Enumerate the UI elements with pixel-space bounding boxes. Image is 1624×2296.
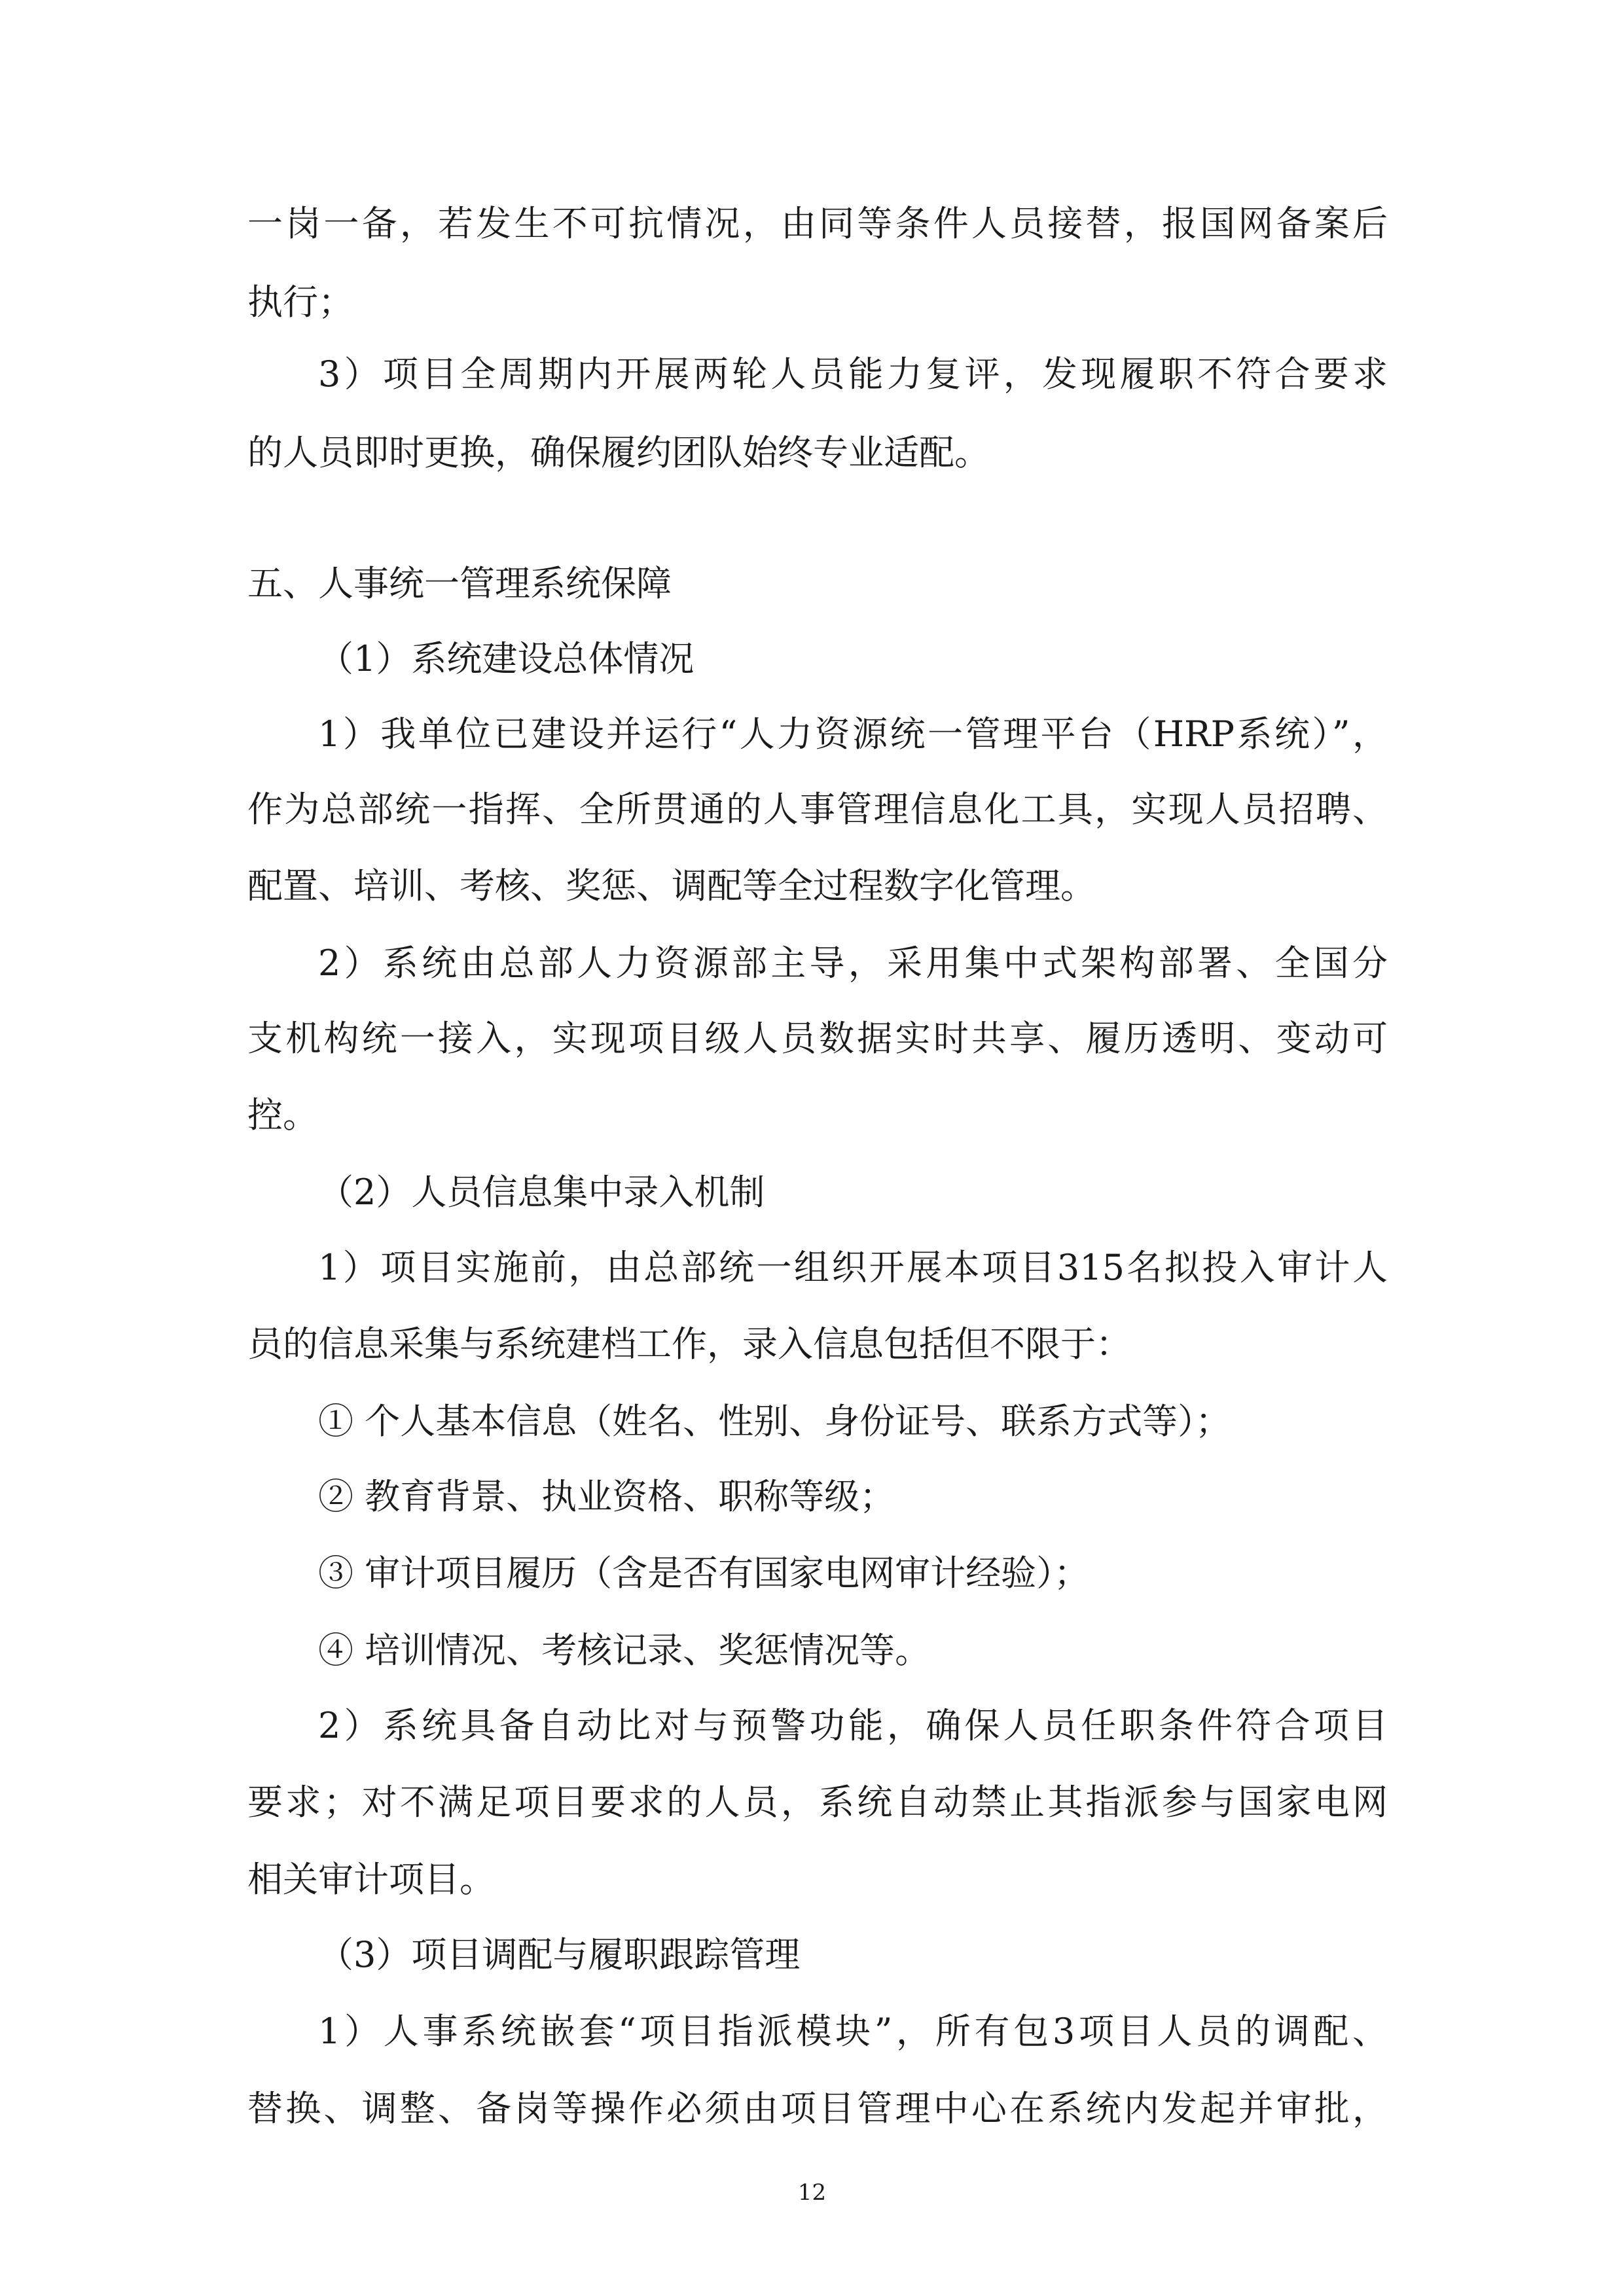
subheading-3: （3）项目调配与履职跟踪管理: [318, 1934, 801, 1975]
body-line-9: 配置、培训、考核、奖惩、调配等全过程数字化管理。: [247, 865, 1096, 906]
body-line-14: 1）项目实施前，由总部统一组织开展本项目315名拟投入审计人: [318, 1247, 1388, 1288]
body-line-7: 1）我单位已建设并运行“人力资源统一管理平台（HRP系统）”，: [318, 713, 1388, 755]
body-line-8: 作为总部统一指挥、全所贯通的人事管理信息化工具，实现人员招聘、: [247, 789, 1388, 830]
body-line-3: 3）项目全周期内开展两轮人员能力复评，发现履职不符合要求: [318, 353, 1388, 395]
list-item-4: ④ 培训情况、考核记录、奖惩情况等。: [318, 1630, 931, 1671]
subheading-1: （1）系统建设总体情况: [318, 638, 695, 679]
list-item-2: ② 教育背景、执业资格、职称等级；: [318, 1476, 895, 1517]
body-line-10: 2）系统由总部人力资源部主导，采用集中式架构部署、全国分: [318, 942, 1388, 984]
page-number: 12: [797, 2179, 827, 2206]
body-line-15: 员的信息采集与系统建档工作，录入信息包括但不限于：: [247, 1323, 1131, 1365]
body-line-11: 支机构统一接入，实现项目级人员数据实时共享、履历透明、变动可: [247, 1018, 1388, 1059]
body-line-20: 2）系统具备自动比对与预警功能，确保人员任职条件符合项目: [318, 1705, 1388, 1746]
body-line-22: 相关审计项目。: [247, 1859, 495, 1900]
list-item-1: ① 个人基本信息（姓名、性别、身份证号、联系方式等）；: [318, 1401, 1231, 1442]
body-line-1: 一岗一备，若发生不可抗情况，由同等条件人员接替，报国网备案后: [247, 203, 1388, 244]
list-item-3: ③ 审计项目履历（含是否有国家电网审计经验）；: [318, 1552, 1090, 1594]
body-line-2: 执行；: [247, 281, 353, 323]
body-line-21: 要求；对不满足项目要求的人员，系统自动禁止其指派参与国家电网: [247, 1782, 1388, 1823]
body-line-25: 替换、调整、备岗等操作必须由项目管理中心在系统内发起并审批，: [247, 2088, 1388, 2129]
subheading-2: （2）人员信息集中录入机制: [318, 1172, 765, 1213]
body-line-24: 1）人事系统嵌套“项目指派模块”，所有包3项目人员的调配、: [318, 2011, 1388, 2052]
body-line-12: 控。: [247, 1094, 318, 1136]
body-line-4: 的人员即时更换，确保履约团队始终专业适配。: [247, 432, 990, 473]
section-heading-5: 五、人事统一管理系统保障: [247, 563, 672, 604]
